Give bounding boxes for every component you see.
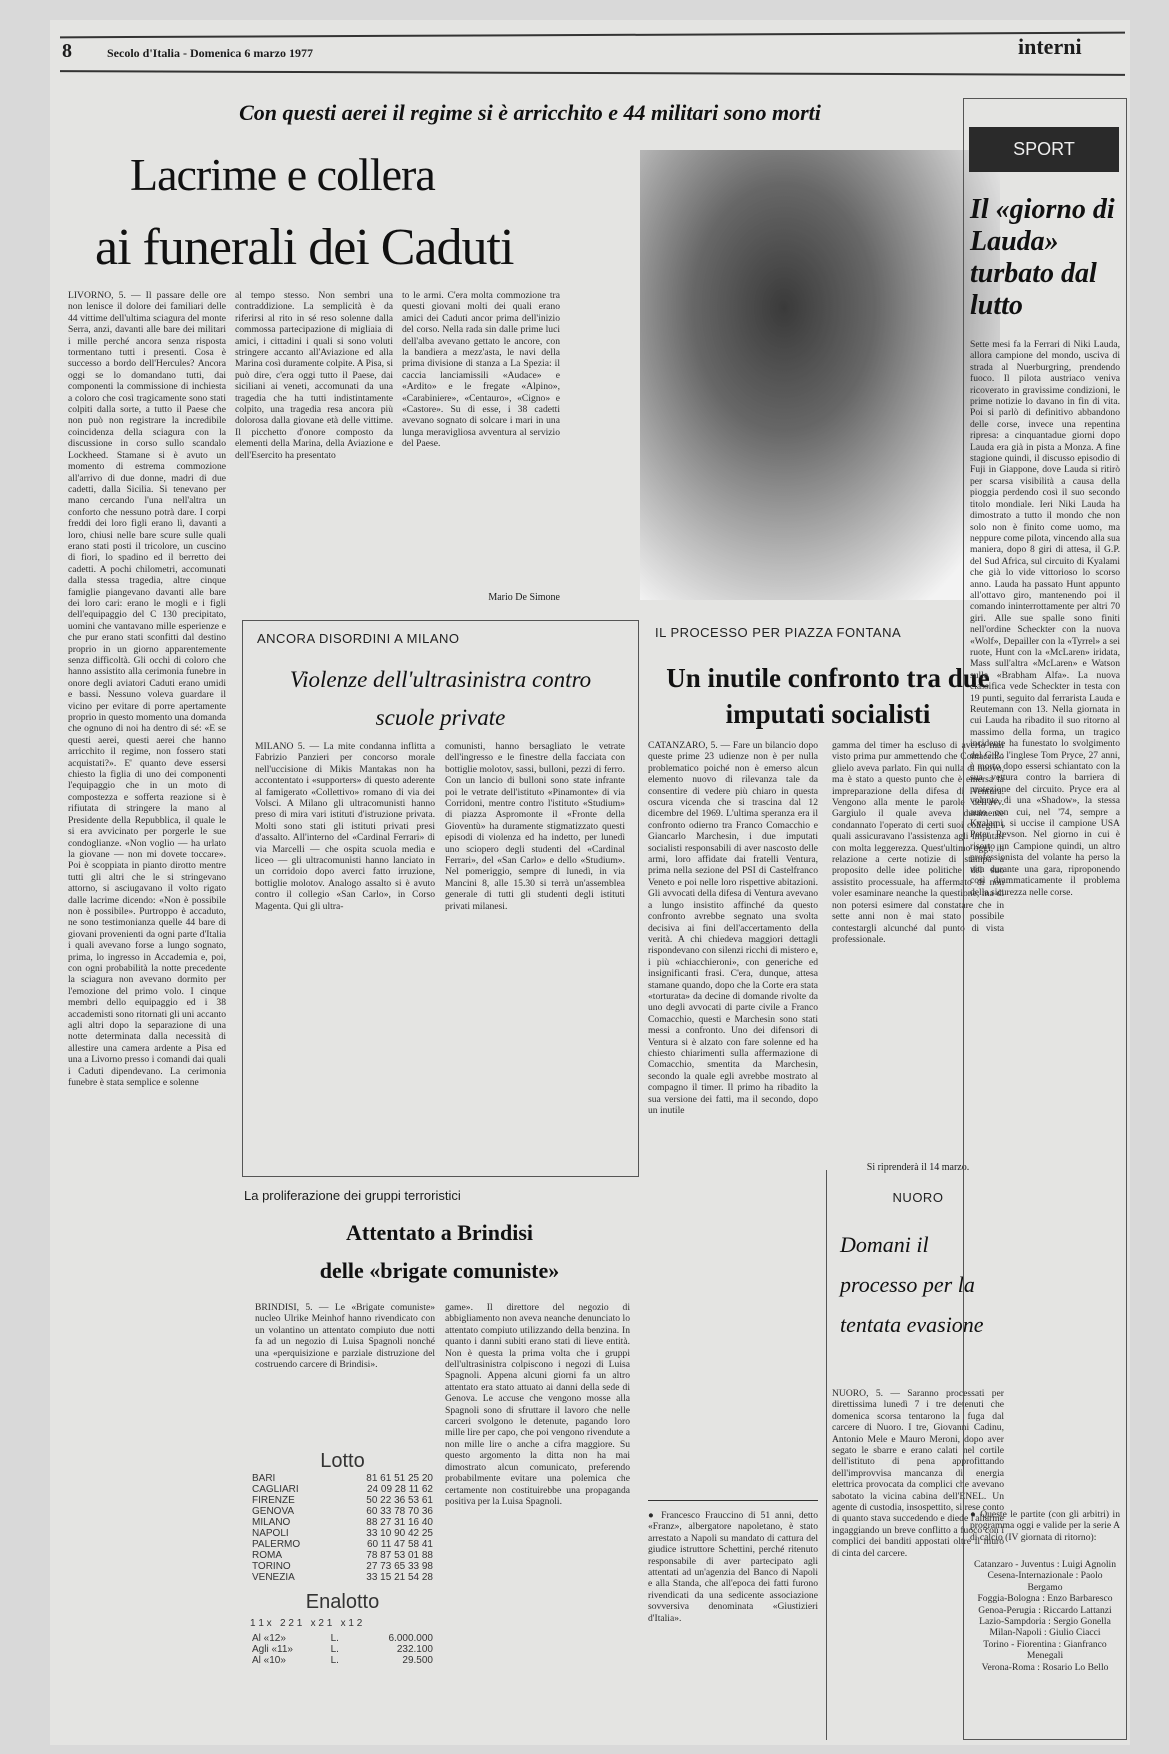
lotto-city: MILANO: [252, 1517, 291, 1528]
main-headline-1: Lacrime e collera: [130, 149, 435, 200]
lotto-city: CAGLIARI: [252, 1484, 299, 1495]
sport-column: [963, 98, 1127, 1740]
lotto-city: PALERMO: [252, 1539, 301, 1550]
sport-headline: Il «giorno di Lauda» turbato dal lutto: [970, 194, 1115, 321]
match-item: Milan-Napoli : Giulio Ciacci: [989, 1627, 1101, 1639]
main-col-2: al tempo stesso. Non sembri una contraddizione. La semplicità è da riferirsi al rito in sé reso solenne dalla commossa partecipazione di migliaia di amici, i cittadini i quali si sono voluti stringere accanto all'Aviazione ed alla Marina così duramente colpite. A Pisa, si può dire, c'era oggi tutto il Paese, dai siciliani ai veneti, accomunati da una tragedia che ha tutti indistintamente colpito, una tragedia resa ancora più dolorosa dalla giovane età delle vittime. Il picchetto d'onore composto da elementi della Marina, della Aviazione e dell'Esercito ha presentato: [235, 290, 393, 461]
prize-row: [250, 1633, 435, 1644]
newspaper-page: [50, 20, 1130, 1745]
lotto-row: [250, 1561, 435, 1572]
main-headline-2: ai funerali dei Caduti: [95, 219, 514, 276]
match-item: Lazio-Sampdoria : Sergio Gonella: [979, 1616, 1111, 1628]
prize-amount: 6.000.000: [388, 1633, 433, 1644]
lotto-numbers: 33 10 90 42 25: [366, 1528, 433, 1539]
lotto-numbers: 88 27 31 16 40: [366, 1517, 433, 1528]
milano-col-1: MILANO 5. — La mite condanna inflitta a Fabrizio Panzieri per concorso morale nell'uccisione di Mikis Mantakas non ha accontentato i «supporters» di questo aderente al famigerato «Collettivo» romano di via dei Volsci. A Milano gli ultracomunisti hanno preso di mira vari istituti d'istruzione privata. Molti sono stati gli istituti privati presi d'assalto. All'interno del «Cardinal Ferrari» di via Marcelli — che ospita scuola media e liceo — gli ultracomunisti hanno lanciato in un corridoio dopo averci fatto irruzione, bottiglie molotov. Analogo assalto si è avuto contro il collegio «San Carlo», in Corso Magenta. Qui gli ultra-: [255, 741, 435, 912]
milano-col-2: comunisti, hanno bersagliato le vetrate dell'ingresso e le finestre della facciata con bottiglie molotov, sassi, bulloni, pezzi di ferro. Con un lancio di bulloni sono state infrante poi le vetrate dell'istituto «Pinamonte» di via Corridoni, mentre contro l'istituto «Studium» di piazza Aspromonte il «Fronte della Gioventù» ha duramente stigmatizzato questi episodi di violenza ed ha indetto, per lunedì uno sciopero degli studenti del «Cardinal Ferrari», del «San Carlo» e dello «Studium». Nel pomeriggio, sempre di lunedì, in via Mancini 8, alle 15.30 si terrà un'assemblea generale di tutti gli studenti degli istituti privati milanesi.: [445, 741, 625, 912]
fontana-headline: Un inutile confronto tra due imputati socialisti: [666, 663, 990, 729]
header-rule-top: [60, 32, 1125, 39]
lotto-numbers: 81 61 51 25 20: [366, 1473, 433, 1484]
brindisi-col-1: BRINDISI, 5. — Le «Brigate comuniste» nucleo Ulrike Meinhof hanno rivendicato con un volantino un attentato compiuto due notti fa ad un negozio di Luisa Spagnoli nonché una «perquisizione e parziale distruzione del costruendo carcere di Brindisi».: [255, 1302, 435, 1371]
section-label: interni: [1018, 34, 1082, 59]
fontana-closing: Si riprenderà il 14 marzo.: [866, 1162, 970, 1173]
match-item: Verona-Roma : Rosario Lo Bello: [981, 1661, 1109, 1673]
header-rule-bottom: [60, 70, 1125, 76]
prize-label: Al «12»: [252, 1633, 286, 1644]
divider: [648, 1500, 818, 1501]
lotto-table: [250, 1473, 435, 1583]
brindisi-col-2: game». Il direttore del negozio di abbigliamento non aveva neanche denunciato lo attentato compiuto utilizzando della benzina. In quanto i danni subiti erano stati di lieve entità. Non è questa la prima volta che i gruppi dell'ultrasinistra colpiscono i negozi di Luisa Spagnoli. Appena alcuni giorni fa un altro attentato era stato attuato ai danni della sede di Genova. Le accuse che vengono mosse alla Spagnoli sono di sfruttare il lavoro che nelle carceri svolgono le detenute, pagando loro mille lire per capo, che poi vengono rivendute a non mille lire o anche a cifra maggiore. Su questo argomento la ditta non ha mai dimostrato alcun comunicato, preferendo probabilmente evitare una polemica che certamente non costituirebbe una propaganda positiva per la Luisa Spagnoli.: [445, 1302, 630, 1507]
prize-label: Al «10»: [252, 1655, 286, 1666]
lotto-row: [250, 1539, 435, 1550]
milano-headline: Violenze dell'ultrasinistra contro scuole private: [289, 667, 592, 730]
match-item: Cesena-Internazionale : Paolo Bergamo: [987, 1570, 1103, 1593]
lotto-numbers: 60 33 78 70 36: [366, 1506, 433, 1517]
lotto-numbers: 50 22 36 53 61: [366, 1495, 433, 1506]
lotto-box: [250, 1450, 435, 1666]
main-kicker: Con questi aerei il regime si è arricchito e 44 militari sono morti: [239, 100, 821, 125]
lotto-city: GENOVA: [252, 1506, 295, 1517]
match-item: Foggia-Bologna : Enzo Barbaresco: [977, 1593, 1113, 1605]
enalotto-column: 1 1 x 2 2 1 x 2 1 x 1 2: [250, 1618, 363, 1629]
frauccino-brief: ● Francesco Frauccino di 51 anni, detto «Franz», albergatore napoletano, è stato arrestato a Napoli su mandato di cattura del giudice istruttore Schettini, perché ritenuto responsabile di aver partecipato agli attentati ad un'agenzia del Banco di Napoli e alla Standa, che all'epoca dei fatti furono rivendicati da una sedicente associazione sovversiva denominata «Giustizieri d'Italia».: [648, 1510, 818, 1624]
milano-article: [242, 620, 639, 1177]
prize-currency: L.: [330, 1644, 339, 1655]
prize-amount: 29.500: [402, 1655, 433, 1666]
lotto-numbers: 24 09 28 11 62: [367, 1484, 433, 1495]
nuoro-kicker: NUORO: [892, 1190, 944, 1205]
crash-site-photo: [640, 150, 1000, 600]
enalotto-prizes: [250, 1633, 435, 1666]
match-list: [970, 1559, 1120, 1673]
lotto-city: NAPOLI: [252, 1528, 289, 1539]
lotto-row: [250, 1506, 435, 1517]
match-item: Catanzaro - Juventus : Luigi Agnolin: [973, 1559, 1117, 1570]
page-number: 8: [62, 40, 72, 62]
prize-row: [250, 1655, 435, 1666]
prize-currency: L.: [330, 1655, 339, 1666]
lotto-row: [250, 1528, 435, 1539]
divider: [826, 1170, 827, 1740]
match-item: Genoa-Perugia : Riccardo Lattanzi: [978, 1604, 1112, 1616]
lotto-row: [250, 1484, 435, 1495]
enalotto-title: Enalotto: [305, 1591, 380, 1613]
lotto-row: [250, 1550, 435, 1561]
main-col-1: LIVORNO, 5. — Il passare delle ore non lenisce il dolore dei familiari delle 44 vittime dell'ultima sciagura del monte Serra, anzi, davanti alle bare dei militari i mille perché ancora senza risposta tormentano tutti i presenti. Cosa è successo a bordo dell'Hercules? Ancora oggi se lo domandano tutti, dai componenti la commissione di inchiesta a coloro che così tragicamente sono stati colpiti dalla sorte, a tutto il Paese che non può non registrare la incredibile coincidenza della sciagura con la discussione in corso sullo scandalo Lockheed. Stamane si è avuto un momento di estrema commozione all'arrivo di due donne, madri di due cadetti, dalla Sicilia. Si tenevano per mano cercando l'una nell'altra un conforto che nessuno potrà dare. I corpi freddi dei loro figli erano lì, davanti a loro, chiusi nelle bare scure sulle quali erano stati posti il tricolore, un cuscino di fiori, lo spadino ed il berretto dei cadetti. A pochi chilometri, accomunati dalla stessa tragedia, altre cinque famiglie piangevano davanti alle bare dei loro cari: erano le mogli e i figli dell'equipaggio del C 130 precipitato, uomini che vantavano mille esperienze e che pur erano stati sconfitti dal destino proprio in un giorno apparentemente senza difficoltà. Gli occhi di coloro che hanno assistito alla cerimonia funebre in onore degli aviatori Caduti erano umidi e bassi. Nessuno voleva guardare il vicino per evitare di porre apertamente proprio in questo momento una domanda che ognuno di noi ha dentro di sé: «E se questi aerei, questi aerei che hanno arricchito il regime, non fossero stati acquistati?». E' quanto deve essersi chiesto la figlia di uno dei componenti l'equipaggio che in un moto di compostezza e sofferta reazione si è rifiutata di stringere la mano al Presidente della Repubblica, il quale le si era avvicinato per porgerle le sue condoglianze. «Non voglio — ha urlato la giovane — non mi dovete toccare». Poi è scoppiata in pianto dirotto mentre tutti gli altri che le si stringevano attorno, si asciugavano il volto rigato dalle lacrime dicendo: «Non è possibile non è possibile». Purtroppo è accaduto, ne sono testimonianza quelle 44 bare di giovani provenienti da ogni parte d'Italia i quali avevano forse a lungo sognato, prima, lo ingresso in Accademia e, poi, con ogni probabilità la notte precedente la sciagura non avevano dormito per l'emozione del primo volo. I cinque membri dello equipaggio ed i 38 accademisti sono ritornati gli uni accanto agli altri dopo la separazione di una notte determinata dalla necessità di allestire una camera ardente a Pisa ed una a Livorno presso i comandi dai quali i Caduti dipendevano. La cerimonia funebre è stata semplice e solenne: [68, 290, 226, 1089]
fontana-col-2: gamma del timer ha escluso di averlo mai visto prima pur ammettendo che Comacchio glielo aveva parlato. Fin qui nulla di nuovo, ma è stato a questo punto che è emersa la impreparazione della difesa di Ventura. Vengono alla mente le parole dell'avv. Gargiulo il quale aveva duramente condannato l'operato di certi suoi colleghi i quali assicuravano l'assistenza agli imputati con molta leggerezza. Quest'ultimo oggi, in relazione a certe notizie di stampa a proposito delle idee politiche del suo assistito processuale, ha affermato di non voler esaminare neanche la questione, ma di non potersi esimere dal constatare che in sette anni non è mai stato possibile contestargli alcunché dal punto di vista professionale.: [832, 740, 1004, 945]
brindisi-kicker: La proliferazione dei gruppi terroristici: [244, 1188, 461, 1203]
lotto-city: VENEZIA: [252, 1572, 295, 1583]
lotto-numbers: 33 15 21 54 28: [366, 1572, 433, 1583]
prize-currency: L.: [330, 1633, 339, 1644]
lotto-city: BARI: [252, 1473, 276, 1484]
lotto-city: ROMA: [252, 1550, 282, 1561]
fontana-kicker: IL PROCESSO PER PIAZZA FONTANA: [655, 625, 902, 640]
prize-row: [250, 1644, 435, 1655]
sport-text: Sette mesi fa la Ferrari di Niki Lauda, allora campione del mondo, usciva di strada al Nuerburgring, prendendo fuoco. Il pilota austriaco veniva ricoverato in gravissime condizioni, le prime notizie lo davano in fin di vita. Poi si parlò di definitivo abbandono delle corse, invece una repentina ripresa: a cinquantadue giorni dopo Lauda era già in pista a Monza. A fine stagione quindi, il discusso episodio di Fuji in Giappone, dove Lauda si ritirò per scarsa visibilità a causa della pioggia perdendo così il suo secondo titolo mondiale. Ieri Niki Lauda ha dimostrato a tutto il mondo che non solo non è finito come uomo, ma neppure come pilota, vincendo alla sua maniera, dopo 8 giri di attesa, il G.P. del Sud Africa, sul circuito di Kyalami che già lo vide vittorioso lo scorso anno. Lauda ha passato Hunt appunto all'ottavo giro, mantenendo poi il comando ininterrottamente per altri 70 giri. Alle sue spalle sono finiti nell'ordine Scheckter con la nuova «Wolf», Depailler con la «Tyrrel» a sei ruote, Hunt con la «McLaren» iridata, Mass sull'altra «McLaren» e Watson sulla «Brabham Alfa». La nuova classifica vede Scheckter in testa con 19 punti, seguito dal ferrarista Lauda e Reutemann con 13. Nella giornata in cui Lauda ha ribadito il suo ritorno al massimo della forma, un tragico incidente ha funestato lo svolgimento del G.P.: l'inglese Tom Pryce, 27 anni, è morto dopo essersi schiantato con la sua vettura contro la barriera di protezione del circuito. Pryce era al volante di una «Shadow», la stessa auto con cui, nel '74, sempre a Kyalami, si uccise il campione USA Peter Revson. Nel giorno in cui è risorto un Campione quindi, un altro professionista del volante ha perso la vita durante una gara, riproponendo così drammaticamente il problema della sicurezza nelle corse.: [970, 339, 1120, 898]
fontana-col-1: CATANZARO, 5. — Fare un bilancio dopo queste prime 23 udienze non è per nulla problematico poiché non è emerso alcun elemento nuovo di rilevanza tale da consentire di vedere più chiaro in questa oscura vicenda che si trascina dal 12 dicembre del 1969. L'ultima speranza era il confronto odierno tra Franco Comacchio e Giancarlo Marchesin, i due imputati socialisti responsabili di aver nascosto delle armi, loro affidate dai fratelli Ventura, prima nella sezione del PSI di Castelfranco Veneto e poi nelle loro rispettive abitazioni. Gli avvocati della difesa di Ventura avevano a lungo insistito affinché da questo confronto avrebbe segnato una svolta decisiva ai fini dell'accertamento della verità. A chi chiedeva maggiori dettagli rispondevano con silenzi ricchi di mistero e, i più «chiacchieroni», con generiche ed insignificanti frasi. C'era, dunque, attesa stamane quando, dopo che la Corte era stata «torturata» da decine di domande rivolte da uno degli avvocati di parte civile a Franco Comacchio, questi e Marchesin sono stati messi a confronto. Uno dei difensori di Ventura si è alzato con fare solenne ed ha chiesto chiarimenti sulla affermazione di Comacchio, smentita da Marchesin, secondo la quale egli avrebbe mostrato al compagno il timer. Il primo ha ribadito la sua versione dei fatti, ma il secondo, dopo un inutile: [648, 740, 818, 1116]
lotto-numbers: 60 11 47 58 41: [367, 1539, 433, 1550]
lotto-numbers: 78 87 53 01 88: [366, 1550, 433, 1561]
brindisi-headline-2: delle «brigate comuniste»: [319, 1258, 560, 1283]
match-item: Torino - Fiorentina : Gianfranco Menegali: [983, 1638, 1107, 1662]
lotto-city: FIRENZE: [252, 1495, 295, 1506]
sport-schedule-intro: ● Queste le partite (con gli arbitri) in programma oggi e valide per la serie A di calcio (IV giornata di ritorno):: [970, 1509, 1120, 1543]
brindisi-headline-1: Attentato a Brindisi: [346, 1220, 533, 1245]
masthead: Secolo d'Italia - Domenica 6 marzo 1977: [107, 46, 313, 60]
milano-kicker: ANCORA DISORDINI A MILANO: [257, 631, 460, 646]
main-col-3: to le armi. C'era molta commozione tra questi giovani molti dei quali erano amici dei Caduti ancor prima dell'inizio del corso. Nella rada sin dalle prime luci dell'alba avevano gettato le ancore, con la bandiera a mezz'asta, le navi della prima divisione di stanza a La Spezia: il caccia lanciamissili «Audace» e «Ardito» e le fregate «Alpino», «Carabiniere», «Centauro», «Cigno» e «Castore». Su di esse, i 38 cadetti avevano sognato di solcare i mari in una lunga meravigliosa avventura al servizio del Paese.: [402, 290, 560, 450]
nuoro-headline: Domani il processo per la tentata evasione: [840, 1232, 984, 1337]
main-byline: Mario De Simone: [488, 592, 560, 603]
prize-amount: 232.100: [396, 1644, 433, 1655]
lotto-row: [250, 1572, 435, 1583]
sport-label: SPORT: [969, 127, 1119, 172]
lotto-numbers: 27 73 65 33 98: [366, 1561, 433, 1572]
lotto-row: [250, 1495, 435, 1506]
lotto-title: Lotto: [320, 1450, 365, 1472]
lotto-city: TORINO: [252, 1561, 291, 1572]
lotto-row: [250, 1473, 435, 1484]
prize-label: Agli «11»: [252, 1644, 293, 1655]
lotto-row: [250, 1517, 435, 1528]
nuoro-text: NUORO, 5. — Saranno processati per direttissima lunedì 7 i tre detenuti che domenica scorsa tentarono la fuga dal carcere di Nuoro. I tre, Giovanni Cadinu, Antonio Mele e Mauro Meroni, dopo aver segato le sbarre e erano calati nel cortile dell'istituto di pena approfittando dell'improvvisa mancanza di energia elettrica provocata da complici che avevano sabotato la vicina cabina dell'ENEL. Un agente di custodia, insospettito, si rese conto di quanto stava succedendo e diede l'allarme ingaggiando un breve conflitto a fuoco con i complici dei banditi appostati oltre il muro di cinta del carcere.: [832, 1388, 1004, 1559]
